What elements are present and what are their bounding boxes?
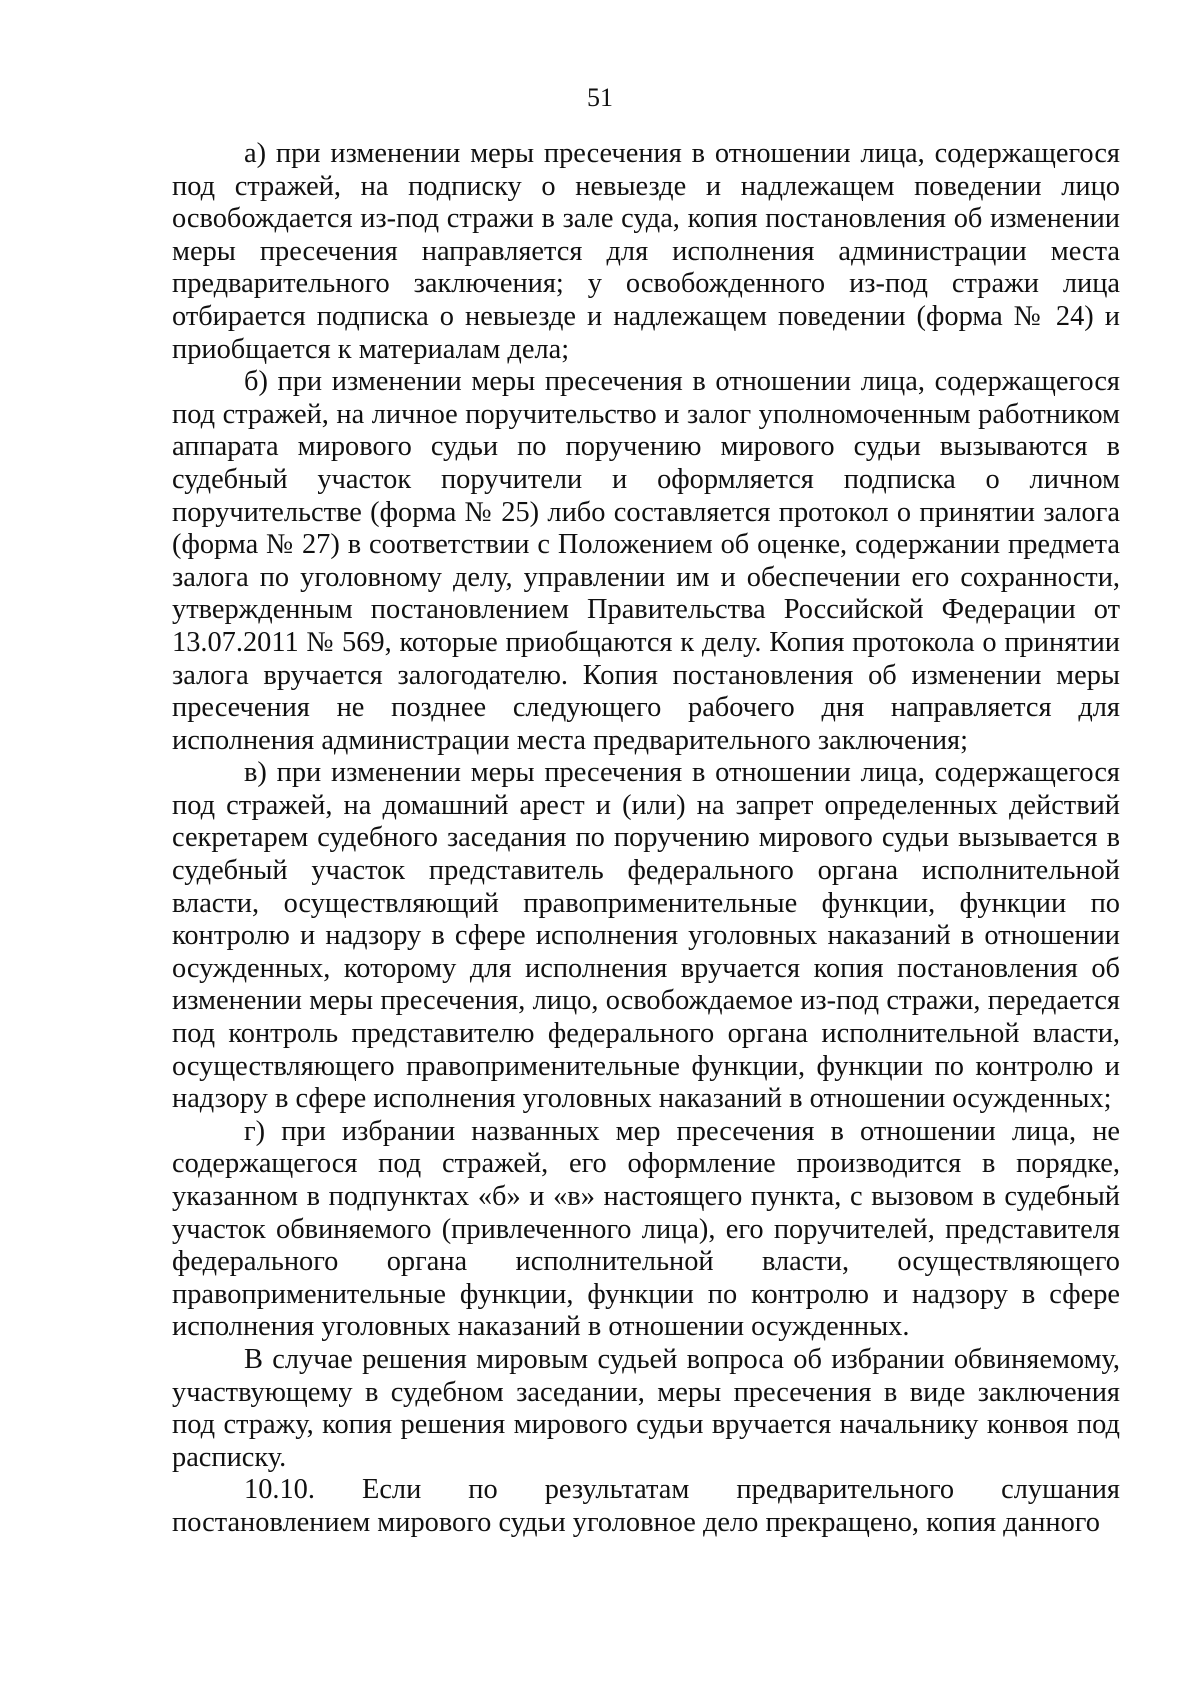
paragraph-a: а) при изменении меры пресечения в отношении лица, содержащегося под стражей, на подписку о невыезде и надлежащем поведении лицо освобождается из-под стражи в зале суда, копия постановления об изменении меры пресечения направляется для исполнения администрации места предварительного заключения; у освобожденного из-под стражи лица отбирается подписка о невыезде и надлежащем поведении (форма № 24) и приобщается к материалам дела;: [172, 138, 1120, 365]
paragraph-g: г) при избрании названных мер пресечения в отношении лица, не содержащегося под стражей, его оформление производится в порядке, указанном в подпунктах «б» и «в» настоящего пункта, с вызовом в судебный участок обвиняемого (привлеченного лица), его поручителей, представителя федерального органа исполнительной власти, осуществляющего правоприменительные функции, функции по контролю и надзору в сфере исполнения уголовных наказаний в отношении осужденных.: [172, 1115, 1120, 1343]
document-body: [172, 138, 1120, 1540]
paragraph-b: б) при изменении меры пресечения в отношении лица, содержащегося под стражей, на личное поручительство и залог уполномоченным работником аппарата мирового судьи по поручению мирового судьи вызываются в судебный участок поручители и оформляется подписка о личном поручительстве (форма № 25) либо составляется протокол о принятии залога (форма № 27) в соответствии с Положением об оценке, содержании предмета залога по уголовному делу, управлении им и обеспечении его сохранности, утвержденным постановлением Правительства Российской Федерации от 13.07.2011 № 569, которые приобщаются к делу. Копия протокола о принятии залога вручается залогодателю. Копия постановления об изменении меры пресечения не позднее следующего рабочего дня направляется для исполнения администрации места предварительного заключения;: [172, 366, 1120, 756]
paragraph-v: в) при изменении меры пресечения в отношении лица, содержащегося под стражей, на домашний арест и (или) на запрет определенных действий секретарем судебного заседания по поручению мирового судьи вызывается в судебный участок представитель федерального органа исполнительной власти, осуществляющий правоприменительные функции, функции по контролю и надзору в сфере исполнения уголовных наказаний в отношении осужденных, которому для исполнения вручается копия постановления об изменении меры пресечения, лицо, освобождаемое из-под стражи, передается под контроль представителю федерального органа исполнительной власти, осуществляющего правоприменительные функции, функции по контролю и надзору в сфере исполнения уголовных наказаний в отношении осужденных;: [172, 757, 1120, 1115]
paragraph-custody-note: В случае решения мировым судьей вопроса об избрании обвиняемому, участвующему в судебном заседании, меры пресечения в виде заключения под стражу, копия решения мирового судьи вручается начальнику конвоя под расписку.: [172, 1343, 1120, 1473]
paragraph-10-10: 10.10. Если по результатам предварительного слушания постановлением мирового судьи уголовное дело прекращено, копия данного: [172, 1474, 1120, 1538]
page-number: 51: [587, 83, 613, 112]
